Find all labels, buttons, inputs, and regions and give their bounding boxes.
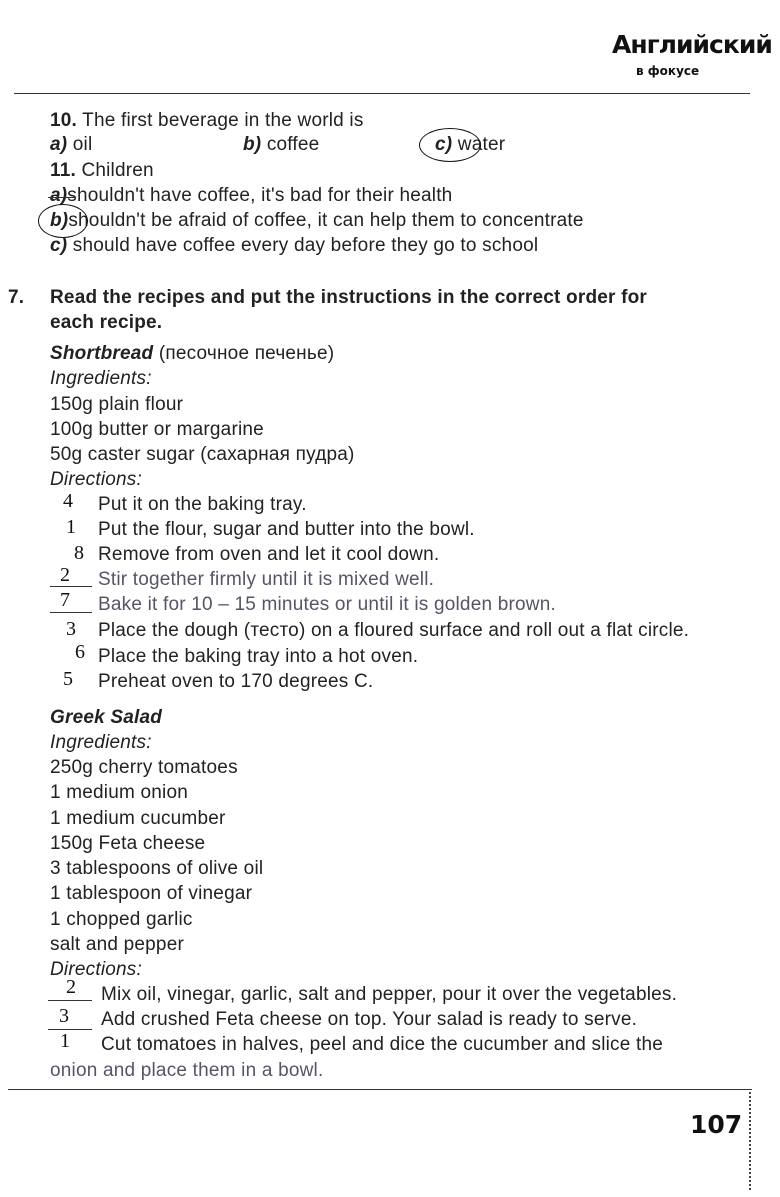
order-number: 8 [74, 542, 84, 564]
answer-circle-q11 [38, 204, 88, 238]
direction-step: Preheat oven to 170 degrees C. [98, 671, 374, 692]
order-number: 2 [66, 976, 76, 998]
ingredient-item: 150g plain flour [50, 394, 184, 415]
ingredient-item: 50g caster sugar (сахарная пудра) [50, 444, 355, 465]
task-instruction-line1: Read the recipes and put the instructions in the correct order for [50, 287, 648, 308]
page-number: 107 [690, 1110, 743, 1139]
direction-step: Add crushed Feta cheese on top. Your salad is ready to serve. [101, 1009, 638, 1030]
ingredient-item: 250g cherry tomatoes [50, 757, 238, 778]
order-number: 7 [60, 589, 70, 611]
ingredient-item: 1 tablespoon of vinegar [50, 883, 253, 904]
direction-step: Put it on the baking tray. [98, 494, 307, 515]
q11-option-c: c) should have coffee every day before they go to school [50, 235, 539, 256]
ingredient-item: 100g butter or margarine [50, 419, 264, 440]
greek-salad-ingredients-label: Ingredients: [50, 732, 152, 753]
direction-step: Place the baking tray into a hot oven. [98, 646, 419, 667]
ingredient-item: 1 chopped garlic [50, 909, 193, 930]
direction-step: Put the flour, sugar and butter into the bowl. [98, 519, 475, 540]
order-number: 5 [63, 668, 73, 690]
order-number: 3 [66, 618, 76, 640]
q10-option-b: b) coffee [243, 134, 320, 155]
ingredient-item: 1 medium onion [50, 782, 188, 803]
question-10: 10. The first beverage in the world is [50, 110, 364, 131]
order-number: 6 [75, 641, 85, 663]
ingredient-item: 3 tablespoons of olive oil [50, 858, 264, 879]
greek-salad-title: Greek Salad [50, 707, 163, 728]
ingredient-item: 1 medium cucumber [50, 808, 226, 829]
q10-option-c: c) water [435, 134, 506, 155]
q11-option-b: b)shouldn't be afraid of coffee, it can help them to concentrate [50, 210, 584, 231]
direction-step: Remove from oven and let it cool down. [98, 544, 440, 565]
answer-blank [50, 586, 92, 587]
task-instruction-line2: each recipe. [50, 312, 163, 333]
direction-step: Cut tomatoes in halves, peel and dice the cucumber and slice the [101, 1034, 664, 1055]
q11-option-a: a)shouldn't have coffee, it's bad for their health [50, 185, 453, 206]
ingredient-item: 150g Feta cheese [50, 833, 206, 854]
footer-rule [8, 1089, 752, 1090]
task-number: 7. [8, 287, 25, 308]
shortbread-ingredients-label: Ingredients: [50, 368, 152, 389]
order-number: 3 [59, 1005, 69, 1027]
direction-step: Bake it for 10 – 15 minutes or until it is golden brown. [98, 594, 556, 615]
answer-circle-q10 [419, 128, 481, 162]
strikethrough-mark [48, 197, 76, 198]
ingredient-item: salt and pepper [50, 934, 184, 955]
direction-step: Stir together firmly until it is mixed well. [98, 569, 435, 590]
direction-step: Place the dough (тесто) on a floured surface and roll out a flat circle. [98, 620, 690, 641]
question-11: 11. Children [50, 160, 154, 181]
answer-blank [48, 1029, 92, 1030]
order-number: 1 [66, 516, 76, 538]
order-number: 4 [63, 490, 73, 512]
q10-option-a: a) oil [50, 134, 93, 155]
order-number: 2 [60, 564, 70, 586]
shortbread-title: Shortbread (песочное печенье) [50, 343, 335, 364]
greek-salad-directions-label: Directions: [50, 959, 142, 980]
direction-continuation: onion and place them in a bowl. [50, 1060, 324, 1081]
margin-dotted-line [749, 1092, 751, 1190]
logo-subtitle: в фокусе [636, 64, 700, 78]
header-rule [14, 93, 750, 94]
answer-blank [48, 1000, 92, 1001]
logo-title: Английский [612, 30, 772, 59]
shortbread-directions-label: Directions: [50, 469, 142, 490]
answer-blank [50, 612, 92, 613]
direction-step: Mix oil, vinegar, garlic, salt and pepper, pour it over the vegetables. [101, 984, 678, 1005]
order-number: 1 [60, 1030, 70, 1052]
